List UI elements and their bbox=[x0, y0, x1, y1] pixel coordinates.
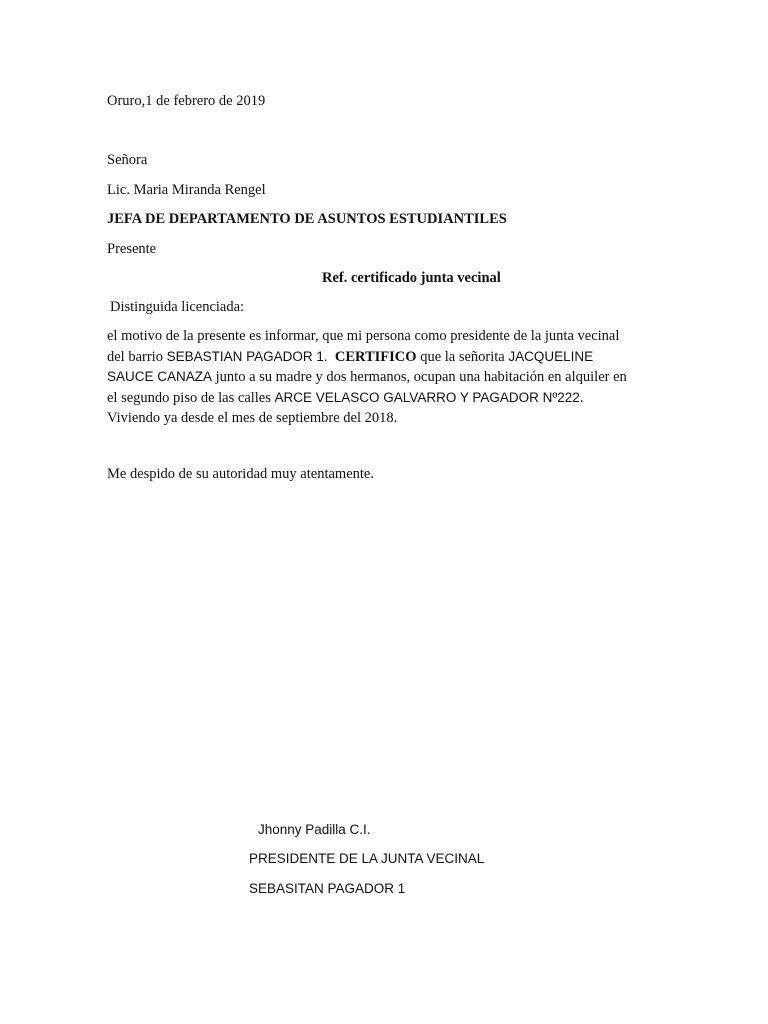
neighborhood-name: SEBASTIAN PAGADOR 1. bbox=[166, 348, 328, 364]
reference-line: Ref. certificado junta vecinal bbox=[322, 270, 501, 286]
body-text: del barrio bbox=[107, 348, 167, 365]
body-text: junto a su madre y dos hermanos, ocupan una habitación en alquiler en bbox=[212, 369, 627, 385]
body-line-2 bbox=[107, 347, 667, 368]
body-text: . bbox=[579, 389, 584, 406]
salutation: Señora bbox=[107, 152, 148, 168]
signature-name: Jhonny Padilla C.I. bbox=[258, 822, 371, 837]
letter-date: Oruro,1 de febrero de 2019 bbox=[107, 93, 266, 109]
body-line-3 bbox=[107, 367, 667, 388]
body-line-5: Viviendo ya desde el mes de septiembre del 2018. bbox=[107, 410, 398, 426]
body-text: que la señorita bbox=[416, 348, 509, 365]
recipient-title: JEFA DE DEPARTAMENTO DE ASUNTOS ESTUDIANTILES bbox=[107, 211, 507, 227]
person-surname: SAUCE CANAZA bbox=[107, 369, 213, 384]
street-address: ARCE VELASCO GALVARRO Y PAGADOR Nº222 bbox=[274, 389, 580, 405]
closing-line: Me despido de su autoridad muy atentamente. bbox=[107, 466, 374, 482]
signature-role: PRESIDENTE DE LA JUNTA VECINAL bbox=[249, 851, 485, 866]
greeting: Distinguida licenciada: bbox=[110, 299, 245, 315]
signature-organization: SEBASITAN PAGADOR 1 bbox=[249, 881, 406, 896]
body-line-4 bbox=[107, 388, 667, 409]
body-text: el segundo piso de las calles bbox=[107, 389, 275, 406]
body-line-1: el motivo de la presente es informar, que mi persona como presidente de la junta vecinal bbox=[107, 328, 620, 344]
certifico-word: CERTIFICO bbox=[334, 348, 417, 365]
body-paragraph bbox=[107, 326, 667, 429]
presente-line: Presente bbox=[107, 241, 157, 257]
recipient-name: Lic. Maria Miranda Rengel bbox=[107, 182, 266, 198]
person-first-name: JACQUELINE bbox=[508, 348, 594, 364]
